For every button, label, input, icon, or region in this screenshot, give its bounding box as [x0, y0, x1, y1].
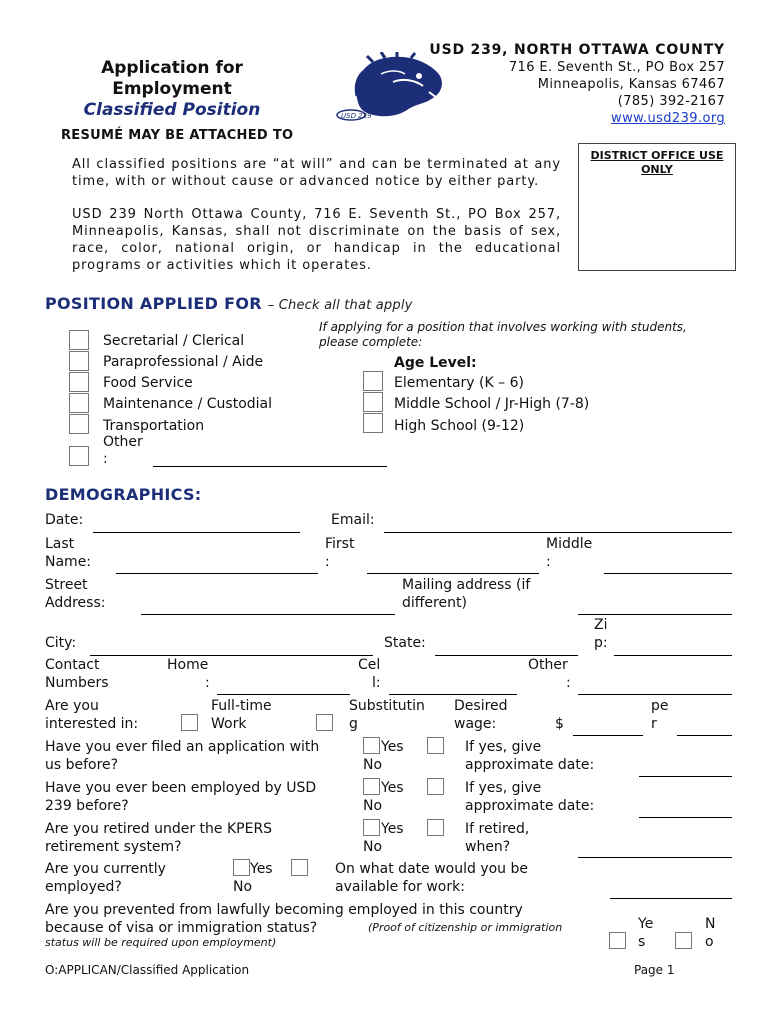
district-address1: 716 E. Seventh St., PO Box 257: [508, 60, 725, 75]
retired-date-field[interactable]: [578, 857, 732, 858]
home-phone-label: [167, 656, 210, 692]
position-other-label: Other: [103, 434, 143, 450]
middle-name-field[interactable]: [604, 573, 732, 574]
checkbox-full-time[interactable]: [181, 714, 198, 731]
office-box-label-line2: ONLY: [641, 163, 673, 176]
filed-before-line1: Have you ever filed an application with: [45, 739, 320, 755]
street-address-label: [45, 576, 105, 612]
office-box-label: [579, 144, 735, 177]
employed-if-yes-line1: If yes, give: [465, 780, 542, 796]
filed-before-question: [45, 738, 319, 774]
desired-wage-label: [454, 697, 508, 733]
visa-no-line1: N: [705, 916, 716, 932]
interest-label: [45, 697, 138, 733]
checkbox-current-no[interactable]: [291, 859, 308, 876]
footer-page-number: Page 1: [634, 963, 675, 977]
desired-wage-label-line1: Desired: [454, 698, 508, 714]
checkbox-elementary[interactable]: [363, 371, 383, 391]
yes-label: Yes: [381, 780, 404, 796]
filed-if-yes-line1: If yes, give: [465, 739, 542, 755]
proof-note-line2: status will be required upon employment): [45, 936, 277, 949]
visa-no-label: [705, 915, 715, 951]
employed-before-line1: Have you ever been employed by USD: [45, 780, 317, 796]
position-heading-note: – Check all that apply: [267, 298, 413, 313]
desired-wage-field[interactable]: [573, 735, 643, 736]
visa-no-line2: o: [705, 934, 714, 950]
last-name-label-line1: Last: [45, 536, 75, 552]
zip-label-line2: p:: [594, 635, 608, 651]
logo-text: USD 239: [341, 112, 372, 120]
cell-phone-label-line1: Cel: [358, 657, 381, 673]
checkbox-secretarial[interactable]: [69, 330, 89, 350]
checkbox-substituting[interactable]: [316, 714, 333, 731]
other-phone-label: [528, 656, 571, 692]
state-label: State:: [384, 635, 426, 651]
filed-if-yes-label: [465, 738, 594, 774]
cell-phone-field[interactable]: [389, 694, 517, 695]
home-phone-label-line1: Home: [167, 657, 209, 673]
proof-note-line1: (Proof of citizenship or immigration: [368, 921, 563, 934]
per-label-line1: pe: [651, 698, 669, 714]
date-field[interactable]: [93, 532, 300, 533]
substituting-label: [349, 697, 425, 733]
filed-before-line2: us before?: [45, 757, 119, 773]
city-label: City:: [45, 635, 77, 651]
employed-before-question: [45, 779, 316, 815]
first-name-label-line2: :: [325, 554, 330, 570]
age-level-label: Age Level:: [394, 355, 477, 371]
email-label: Email:: [331, 512, 375, 528]
checkbox-maintenance[interactable]: [69, 393, 89, 413]
form-subtitle: Classified Position: [83, 100, 261, 120]
age-level-option: Elementary (K – 6): [394, 375, 524, 391]
last-name-label-line2: Name:: [45, 554, 92, 570]
desired-wage-label-line2: wage:: [454, 716, 497, 732]
district-phone: (785) 392-2167: [617, 94, 725, 109]
currently-employed-question: [45, 860, 166, 896]
position-option: Food Service: [103, 375, 193, 391]
currently-employed-line2: employed?: [45, 879, 122, 895]
contact-numbers-label-line2: Numbers: [45, 675, 109, 691]
middle-name-label-line2: :: [546, 554, 551, 570]
yes-label: Yes: [381, 821, 404, 837]
at-will-statement: All classified positions are “at will” and can be terminated at any time, with or without cause or advanced notice by either party.: [72, 157, 561, 189]
students-note: If applying for a position that involves working with students, please complete:: [319, 320, 687, 349]
checkbox-transportation[interactable]: [69, 414, 89, 434]
checkbox-current-yes[interactable]: [233, 859, 250, 876]
district-office-box: [578, 143, 736, 271]
date-label: Date:: [45, 512, 84, 528]
other-phone-label-line1: Other: [528, 657, 568, 673]
district-address2: Minneapolis, Kansas 67467: [537, 77, 725, 92]
other-phone-field[interactable]: [578, 694, 732, 695]
no-label: No: [363, 757, 383, 773]
visa-question-line2: because of visa or immigration status?: [45, 920, 318, 936]
form-title: [78, 58, 266, 121]
demographics-heading: DEMOGRAPHICS:: [45, 485, 202, 504]
checkbox-high-school[interactable]: [363, 413, 383, 433]
available-date-line2: available for work:: [335, 879, 465, 895]
checkbox-filed-no[interactable]: [427, 737, 444, 754]
age-level-option: High School (9-12): [394, 418, 525, 434]
district-name: USD 239, NORTH OTTAWA COUNTY: [429, 42, 725, 58]
interest-label-line1: Are you: [45, 698, 99, 714]
available-date-label: [335, 860, 528, 896]
checkbox-paraprofessional[interactable]: [69, 351, 89, 371]
full-time-label: [211, 697, 272, 733]
checkbox-employed-no[interactable]: [427, 778, 444, 795]
checkbox-visa-no[interactable]: [675, 932, 692, 949]
middle-name-label: [546, 535, 592, 571]
last-name-label: [45, 535, 91, 571]
zip-label: [594, 616, 608, 652]
mailing-address-label-line1: Mailing address (if: [402, 577, 531, 593]
dollar-sign: $: [555, 716, 564, 732]
resume-note: RESUMÉ MAY BE ATTACHED TO: [61, 128, 294, 143]
substituting-label-line1: Substitutin: [349, 698, 425, 714]
cell-phone-label: [358, 656, 381, 692]
mailing-address-field[interactable]: [578, 614, 732, 615]
position-other-colon: :: [103, 451, 108, 467]
form-title-line1: Application for: [101, 58, 243, 78]
employed-if-yes-label: [465, 779, 594, 815]
first-name-label: [325, 535, 354, 571]
street-address-field[interactable]: [141, 614, 395, 615]
home-phone-label-line2: :: [205, 675, 210, 691]
office-box-label-line1: DISTRICT OFFICE USE: [590, 149, 724, 162]
visa-question-line1: Are you prevented from lawfully becoming employed in this country: [45, 902, 523, 918]
retired-when-label: [465, 820, 529, 856]
retired-when-line1: If retired,: [465, 821, 530, 837]
middle-name-label-line1: Middle: [546, 536, 593, 552]
first-name-field[interactable]: [367, 573, 539, 574]
other-phone-label-line2: :: [566, 675, 571, 691]
checkbox-other[interactable]: [69, 446, 89, 466]
form-title-line2: Employment: [112, 79, 232, 99]
retired-question: [45, 820, 272, 856]
full-time-label-line1: Full-time: [211, 698, 272, 714]
mailing-address-label-line2: different): [402, 595, 467, 611]
contact-numbers-label-line1: Contact: [45, 657, 100, 673]
visa-yes-label: [638, 915, 653, 951]
employed-date-field[interactable]: [639, 817, 732, 818]
no-label: No: [363, 839, 383, 855]
email-field[interactable]: [384, 532, 732, 533]
currently-employed-line1: Are you currently: [45, 861, 166, 877]
footer-filename: O:APPLICAN/Classified Application: [45, 963, 250, 977]
substituting-label-line2: g: [349, 716, 358, 732]
retired-line2: retirement system?: [45, 839, 182, 855]
available-date-field[interactable]: [610, 898, 732, 899]
checkbox-visa-yes[interactable]: [609, 932, 626, 949]
district-website-link[interactable]: www.usd239.org: [611, 111, 725, 126]
zip-field[interactable]: [614, 655, 732, 656]
yes-label: Yes: [250, 861, 273, 877]
position-other-field[interactable]: [153, 466, 387, 467]
position-option: Transportation: [103, 418, 205, 434]
available-date-line1: On what date would you be: [335, 861, 528, 877]
employed-before-line2: 239 before?: [45, 798, 129, 814]
position-option: Maintenance / Custodial: [103, 396, 273, 412]
per-label-line2: r: [651, 716, 657, 732]
wage-period-field[interactable]: [677, 735, 732, 736]
per-label: [651, 697, 669, 733]
employed-if-yes-line2: approximate date:: [465, 798, 595, 814]
city-field[interactable]: [90, 655, 373, 656]
checkbox-retired-no[interactable]: [427, 819, 444, 836]
position-option: Secretarial / Clerical: [103, 333, 245, 349]
filed-date-field[interactable]: [639, 776, 732, 777]
interest-label-line2: interested in:: [45, 716, 139, 732]
contact-numbers-label: [45, 656, 109, 692]
filed-if-yes-line2: approximate date:: [465, 757, 595, 773]
full-time-label-line2: Work: [211, 716, 247, 732]
checkbox-middle-school[interactable]: [363, 392, 383, 412]
home-phone-field[interactable]: [217, 694, 350, 695]
district-info: [429, 42, 725, 127]
age-level-option: Middle School / Jr-High (7-8): [394, 396, 590, 412]
no-label: No: [233, 879, 253, 895]
zip-label-line1: Zi: [594, 617, 608, 633]
last-name-field[interactable]: [116, 573, 318, 574]
cell-phone-label-line2: l:: [372, 675, 381, 691]
street-address-label-line1: Street: [45, 577, 88, 593]
retired-when-line2: when?: [465, 839, 511, 855]
checkbox-employed-yes[interactable]: [363, 778, 380, 795]
checkbox-filed-yes[interactable]: [363, 737, 380, 754]
retired-line1: Are you retired under the KPERS: [45, 821, 273, 837]
position-heading-text: POSITION APPLIED FOR: [45, 294, 262, 313]
position-heading: [45, 294, 413, 313]
position-option: Paraprofessional / Aide: [103, 354, 264, 370]
mailing-address-label: [402, 576, 530, 612]
checkbox-retired-yes[interactable]: [363, 819, 380, 836]
no-label: No: [363, 798, 383, 814]
visa-yes-line2: s: [638, 934, 646, 950]
checkbox-food-service[interactable]: [69, 372, 89, 392]
first-name-label-line1: First: [325, 536, 355, 552]
yes-label: Yes: [381, 739, 404, 755]
visa-yes-line1: Ye: [638, 916, 654, 932]
nondiscrimination-statement: USD 239 North Ottawa County, 716 E. Seventh St., PO Box 257, Minneapolis, Kansas, shall not discriminate on the basis of sex, race, color, national origin, or handicap in the educational programs or activities which it operates.: [72, 207, 561, 273]
street-address-label-line2: Address:: [45, 595, 106, 611]
